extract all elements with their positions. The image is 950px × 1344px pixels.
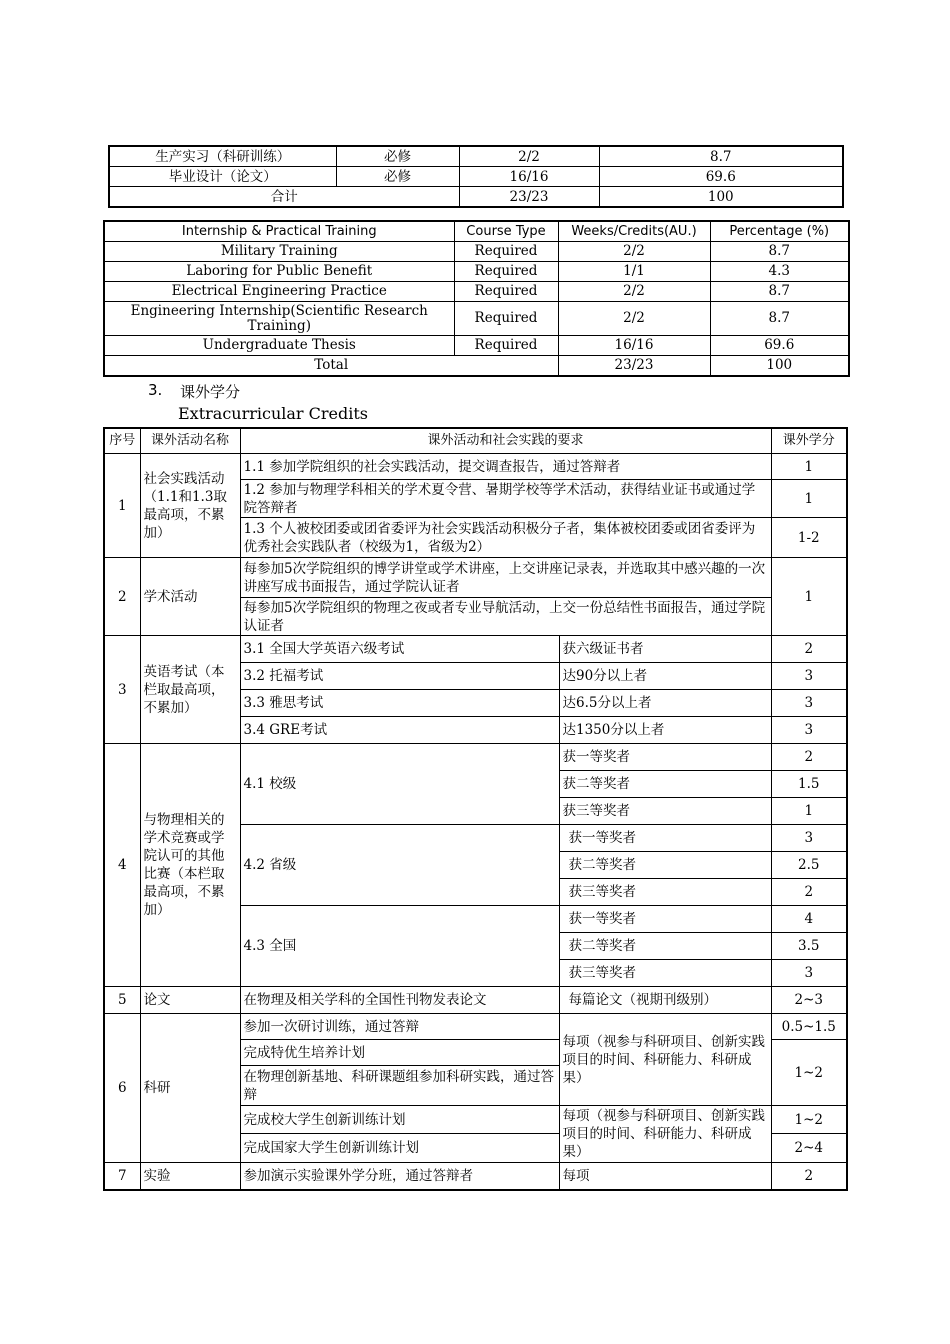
course-name: 毕业设计（论文） [109,167,336,187]
activity-credit: 1 [771,798,847,825]
activity-name: 论文 [140,987,240,1014]
header-cell: 课外活动和社会实践的要求 [240,428,771,454]
table-row [109,146,843,167]
table-row [104,454,847,480]
row-number: 2 [104,558,140,636]
total-percentage: 100 [710,356,849,377]
activity-credit: 1 [771,558,847,636]
table-row [104,336,849,356]
header-cell: Internship & Practical Training [104,221,454,242]
activity-credit: 1.5 [771,771,847,798]
course-type: 必修 [336,146,459,167]
activity-credit: 2.5 [771,852,847,879]
course-weeks: 2/2 [558,302,710,336]
exam-condition: 达1350分以上者 [559,717,771,744]
course-weeks: 2/2 [558,242,710,262]
award-condition: 获一等奖者 [559,825,771,852]
competition-level: 4.3 全国 [240,906,559,987]
activity-requirement: 完成国家大学生创新训练计划 [240,1134,559,1163]
course-type: Required [454,242,558,262]
course-name: Laboring for Public Benefit [104,262,454,282]
section-title-en: Extracurricular Credits [178,404,369,423]
activity-credit: 1 [771,454,847,480]
row-number: 5 [104,987,140,1014]
internship-table-en [103,220,850,377]
exam-condition: 达6.5分以上者 [559,690,771,717]
table-row [104,1014,847,1040]
activity-requirement: 在物理及相关学科的全国性刊物发表论文 [240,987,559,1014]
exam-name: 3.3 雅思考试 [240,690,559,717]
total-weeks: 23/23 [558,356,710,377]
exam-name: 3.4 GRE考试 [240,717,559,744]
activity-credit: 3 [771,717,847,744]
extracurricular-table [103,427,848,1191]
table-row [104,302,849,336]
competition-level: 4.2 省级 [240,825,559,906]
table-row [104,558,847,598]
header-cell: 课外活动名称 [140,428,240,454]
activity-requirement: 参加演示实验课外学分班，通过答辩者 [240,1163,559,1190]
course-name: Military Training [104,242,454,262]
course-weeks: 16/16 [558,336,710,356]
activity-requirement: 参加一次研讨训练，通过答辩 [240,1014,559,1040]
course-type: Required [454,262,558,282]
row-number: 1 [104,454,140,558]
section-number: 3. [148,381,163,399]
activity-condition: 每项（视参与科研项目、创新实践项目的时间、科研能力、科研成果） [559,1014,771,1106]
activity-requirement: 1.2 参加与物理学科相关的学术夏令营、暑期学校等学术活动，获得结业证书或通过学院答辩者 [240,480,771,518]
table-row [104,744,847,771]
exam-condition: 达90分以上者 [559,663,771,690]
course-weeks: 16/16 [459,167,599,187]
activity-requirement: 每参加5次学院组织的博学讲堂或学术讲座，上交讲座记录表，并选取其中感兴趣的一次讲座写成书面报告，通过学院认证者 [240,558,771,598]
table-row [104,987,847,1014]
activity-name: 社会实践活动（1.1和1.3取最高项，不累加） [140,454,240,558]
table-row [104,282,849,302]
activity-requirement: 每参加5次学院组织的物理之夜或者专业导航活动，上交一份总结性书面报告，通过学院认证者 [240,598,771,636]
activity-requirement: 完成特优生培养计划 [240,1040,559,1066]
activity-credit: 3 [771,690,847,717]
activity-credit: 1 [771,480,847,518]
row-number: 6 [104,1014,140,1163]
activity-credit: 2~4 [771,1134,847,1163]
activity-name: 学术活动 [140,558,240,636]
course-weeks: 2/2 [459,146,599,167]
table-row [104,262,849,282]
award-condition: 获三等奖者 [559,798,771,825]
table-row [104,636,847,663]
award-condition: 获一等奖者 [559,744,771,771]
activity-credit: 3 [771,663,847,690]
course-name: Electrical Engineering Practice [104,282,454,302]
activity-name: 实验 [140,1163,240,1190]
activity-credit: 2 [771,879,847,906]
header-cell: Weeks/Credits(AU.) [558,221,710,242]
course-percentage: 69.6 [710,336,849,356]
award-condition: 获二等奖者 [559,933,771,960]
activity-requirement: 1.1 参加学院组织的社会实践活动，提交调查报告，通过答辩者 [240,454,771,480]
activity-credit: 2 [771,744,847,771]
award-condition: 获三等奖者 [559,879,771,906]
header-cell: Percentage (%) [710,221,849,242]
course-weeks: 1/1 [558,262,710,282]
row-number: 7 [104,1163,140,1190]
header-cell: 课外学分 [771,428,847,454]
exam-name: 3.1 全国大学英语六级考试 [240,636,559,663]
course-name: Undergraduate Thesis [104,336,454,356]
activity-credit: 1~2 [771,1106,847,1134]
exam-name: 3.2 托福考试 [240,663,559,690]
row-number: 3 [104,636,140,744]
activity-requirement: 在物理创新基地、科研课题组参加科研实践，通过答辩 [240,1066,559,1106]
total-label: 合计 [109,187,459,208]
activity-credit: 2 [771,636,847,663]
table-row [109,167,843,187]
course-type: 必修 [336,167,459,187]
header-row [104,428,847,454]
course-percentage: 8.7 [710,302,849,336]
activity-credit: 3 [771,960,847,987]
internship-table-cn [108,145,844,208]
header-cell: Course Type [454,221,558,242]
award-condition: 获三等奖者 [559,960,771,987]
activity-condition: 每项 [559,1163,771,1190]
header-cell: 序号 [104,428,140,454]
activity-credit: 0.5~1.5 [771,1014,847,1040]
award-condition: 获一等奖者 [559,906,771,933]
course-name: 生产实习（科研训练） [109,146,336,167]
total-weeks: 23/23 [459,187,599,208]
course-type: Required [454,302,558,336]
table-row [104,1163,847,1190]
total-row [104,356,849,377]
course-weeks: 2/2 [558,282,710,302]
activity-credit: 2~3 [771,987,847,1014]
course-percentage: 69.6 [599,167,843,187]
activity-requirement: 完成校大学生创新训练计划 [240,1106,559,1134]
total-row [109,187,843,208]
activity-credit: 4 [771,906,847,933]
total-label: Total [104,356,558,377]
course-percentage: 8.7 [599,146,843,167]
award-condition: 获二等奖者 [559,771,771,798]
activity-credit: 1-2 [771,518,847,558]
activity-condition: 每项（视参与科研项目、创新实践项目的时间、科研能力、科研成果） [559,1106,771,1163]
activity-credit: 3 [771,825,847,852]
section-title: 课外学分 [180,383,241,401]
award-condition: 获二等奖者 [559,852,771,879]
activity-credit: 2 [771,1163,847,1190]
row-number: 4 [104,744,140,987]
course-percentage: 8.7 [710,242,849,262]
activity-requirement: 1.3 个人被校团委或团省委评为社会实践活动积极分子者，集体被校团委或团省委评为优秀社会实践队者（校级为1，省级为2） [240,518,771,558]
activity-name: 与物理相关的学术竞赛或学院认可的其他比赛（本栏取最高项，不累加） [140,744,240,987]
course-type: Required [454,336,558,356]
table-row [104,242,849,262]
activity-name: 科研 [140,1014,240,1163]
exam-condition: 获六级证书者 [559,636,771,663]
course-percentage: 4.3 [710,262,849,282]
activity-name: 英语考试（本栏取最高项，不累加） [140,636,240,744]
course-name: Engineering Internship(Scientific Research Training) [104,302,454,336]
course-type: Required [454,282,558,302]
total-percentage: 100 [599,187,843,208]
header-row [104,221,849,242]
activity-credit: 1~2 [771,1040,847,1106]
course-percentage: 8.7 [710,282,849,302]
competition-level: 4.1 校级 [240,744,559,825]
activity-condition: 每篇论文（视期刊级别） [559,987,771,1014]
activity-credit: 3.5 [771,933,847,960]
